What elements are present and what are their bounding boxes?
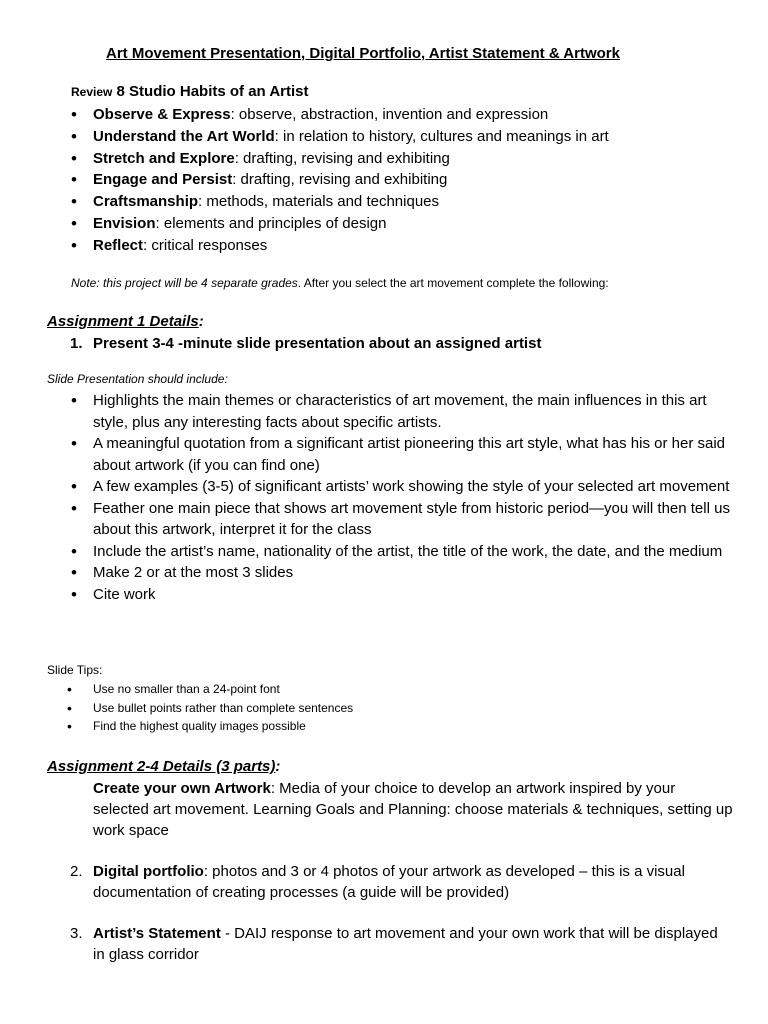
list-item: • Use no smaller than a 24-point font — [67, 680, 353, 699]
portfolio-bold: Digital portfolio — [93, 863, 204, 880]
habit-desc: : methods, materials and techniques — [198, 193, 439, 211]
assignment-1-title: Assignment 1 Details — [47, 313, 199, 330]
list-item: • Cite work — [71, 584, 731, 606]
list-item: • Feather one main piece that shows art movement style from historic period—you will then tell us about this artwork, interpret it for the class — [71, 498, 731, 541]
artwork-bold: Create your own Artwork — [93, 780, 271, 797]
statement-text: - DAIJ response to art movement and your own work that will be displayed in glass corridor — [93, 925, 718, 963]
note-rest: . After you select the art movement complete the following: — [297, 276, 609, 290]
habit-desc: : critical responses — [143, 236, 268, 254]
slide-presentation-label: Slide Presentation should include: — [47, 372, 228, 386]
list-item — [71, 213, 609, 235]
list-item: • A meaningful quotation from a significant artist pioneering this art style, what has his or her said about artwork (if you can find one) — [71, 433, 731, 476]
artwork-paragraph — [93, 778, 733, 841]
habit-name: Understand the Art World — [93, 127, 275, 145]
statement-bold: Artist’s Statement — [93, 925, 221, 942]
note-italic: Note: this project will be 4 separate grades — [71, 276, 298, 290]
list-item — [71, 191, 609, 213]
slide-tips-label: Slide Tips: — [47, 663, 103, 677]
review-prefix: Review — [71, 85, 113, 99]
list-item: • Make 2 or at the most 3 slides — [71, 562, 731, 584]
item-number: 1. — [70, 335, 83, 352]
habit-name: Craftsmanship — [93, 193, 199, 211]
statement-item — [70, 923, 730, 965]
list-item — [71, 169, 609, 191]
studio-habits-heading — [71, 83, 308, 100]
studio-habits-list — [71, 104, 609, 257]
list-item — [71, 148, 609, 170]
assignment-1-colon: : — [198, 313, 204, 330]
portfolio-text: : photos and 3 or 4 photos of your artwork as developed – this is a visual documentation of creating processes (a guide will be provided) — [93, 863, 685, 901]
document-title: Art Movement Presentation, Digital Portfolio, Artist Statement & Artwork — [106, 45, 620, 62]
habit-name: Reflect — [93, 236, 144, 254]
portfolio-text-block — [93, 861, 730, 903]
list-item: • Include the artist’s name, nationality of the artist, the title of the work, the date, and the medium — [71, 541, 731, 563]
habit-desc: : drafting, revising and exhibiting — [232, 171, 448, 189]
portfolio-item — [70, 861, 730, 903]
habit-name: Engage and Persist — [93, 171, 233, 189]
project-note — [71, 276, 609, 290]
habit-name: Observe & Express — [93, 106, 231, 123]
habit-name: Stretch and Explore — [93, 149, 235, 167]
slide-tips-list — [67, 680, 353, 736]
item-number: 2. — [70, 863, 83, 880]
item-number: 3. — [70, 925, 83, 942]
list-item: • Use bullet points rather than complete sentences — [67, 699, 353, 718]
list-item: • Highlights the main themes or characteristics of art movement, the main influences in this art style, plus any interesting facts about specific artists. — [71, 390, 731, 433]
slide-presentation-list — [71, 390, 731, 605]
habit-desc: : observe, abstraction, invention and expression — [230, 106, 549, 123]
list-item — [71, 235, 609, 257]
habit-desc: : drafting, revising and exhibiting — [234, 149, 450, 167]
assignment-2-title: Assignment 2-4 Details (3 parts) — [47, 758, 276, 775]
habit-name: Envision — [93, 214, 156, 232]
item-text: Present 3-4 -minute slide presentation about an assigned artist — [93, 335, 542, 352]
list-item — [71, 104, 609, 126]
habit-desc: : elements and principles of design — [155, 214, 387, 232]
habit-desc: : in relation to history, cultures and meanings in art — [274, 127, 609, 145]
assignment-2-colon: : — [275, 758, 281, 775]
assignment-1-heading — [47, 313, 204, 330]
list-item: • A few examples (3-5) of significant artists’ work showing the style of your selected art movement — [71, 476, 731, 498]
list-item: • Find the highest quality images possible — [67, 717, 353, 736]
statement-text-block — [93, 923, 730, 965]
artwork-text: : Media of your choice to develop an artwork inspired by your selected art movement. Learning Goals and Planning: choose materials & techniques, setting up work space — [93, 780, 733, 839]
list-item — [71, 126, 609, 148]
assignment-2-heading — [47, 758, 280, 775]
review-label: 8 Studio Habits of an Artist — [116, 83, 309, 100]
